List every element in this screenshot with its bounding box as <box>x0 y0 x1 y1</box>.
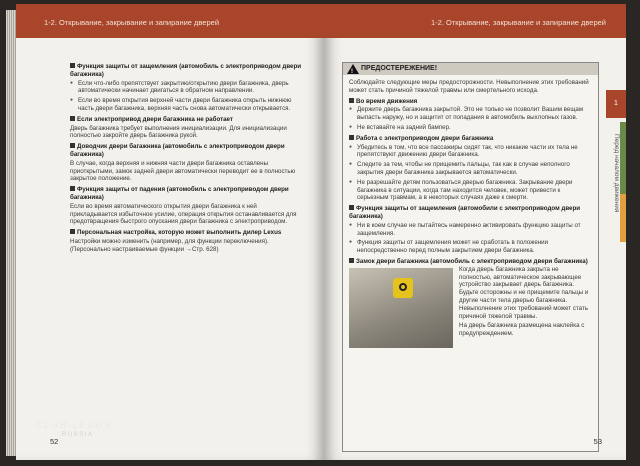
right-page <box>324 4 626 460</box>
chapter-tab: 1 <box>606 90 626 118</box>
figure-caption: Когда дверь багажника закрыта не полностью, автоматическое закрывающее устройство закрывает дверь багажника. Будьте осторожны и не прищемите пальцы и другие части тела дверью багажника. Невыполнение этих требований может стать причиной тяжелой травмы. <box>459 265 589 320</box>
page-number: 52 <box>50 437 59 446</box>
thumb-index-marks <box>620 122 626 242</box>
page-header-title: 1-2. Открывание, закрывание и запирание дверей <box>44 18 220 27</box>
bullet-text: ● Убедитесь в том, что все пассажиры сидят так, что никакие части их тела не препятствуют движению двери багажника. <box>349 144 592 160</box>
left-page <box>16 4 324 460</box>
section-heading: Если электропривод двери багажника не работает <box>70 116 302 124</box>
bullet-text: ● Следите за тем, чтобы не прищемить пальцы, так как в случае неполного закрытия двери багажника закрывается автоматически. <box>349 161 592 177</box>
section-heading: Во время движения <box>349 98 592 106</box>
bullet-text: ● Ни в коем случае не пытайтесь намеренно активировать функцию защиты от защемления. <box>349 222 592 238</box>
tailgate-photo <box>349 268 453 348</box>
section-heading: Персональная настройка, которую может выполнить дилер Lexus <box>70 229 302 237</box>
watermark-subtitle: RUSSIA <box>62 432 94 438</box>
section-text: В случае, когда верхняя и нижняя части двери багажника оставлены приоткрытыми, замок задней двери автоматически переводит ее в полностью закрытое положение. <box>70 159 296 183</box>
warning-intro: Соблюдайте следующие меры предосторожности. Невыполнение этих требований может стать причиной тяжелой травмы или смертельного исхода. <box>349 79 589 94</box>
figure-caption-note: На дверь багажника размещена наклейка с предупреждением. <box>459 322 585 338</box>
section-text: Настройки можно изменить (например, для функции переключения). (Персонально настраиваемые функции →Стр. 628) <box>70 237 269 253</box>
section-text: Если во время автоматического открытия двери багажника к ней прикладывается избыточное усилие, операция открытия останавливается для предотвращения быстрого опускания двери багажника с электроприводом. <box>70 202 297 226</box>
section-text: Дверь багажника требует выполнения инициализации. Для инициализации полностью закройте дверь багажника рукой. <box>70 124 287 140</box>
section-heading: Функция защиты от защемления (автомобили с электроприводом двери багажника) <box>349 205 581 220</box>
bullet-text: ● Не разрешайте детям пользоваться дверью багажника. Закрывание двери багажника в ситуации, когда там находится человек, может привести к серьезным травмам, а в некоторых случаях даже к смерти. <box>349 179 592 202</box>
warning-box <box>342 62 599 452</box>
header-band <box>16 4 324 38</box>
bullet-text: ● Если во время открытия верхней части двери багажника открыть нижнюю часть двери багажника, верхняя часть снова автоматически открывается. <box>70 97 302 113</box>
warning-triangle-icon: ! <box>347 64 359 74</box>
header-band <box>324 4 626 38</box>
warning-title: ПРЕДОСТЕРЕЖЕНИЕ! <box>361 65 438 72</box>
section-heading: Функция защиты от падения (автомобиль с электроприводом двери багажника) <box>70 186 289 201</box>
left-page-content <box>70 60 302 256</box>
warning-sticker-icon <box>393 278 413 298</box>
warning-header <box>343 63 598 75</box>
page-number: 53 <box>593 437 602 446</box>
section-heading: Доводчик двери багажника (автомобиль с электроприводом двери багажника) <box>70 143 285 158</box>
chapter-side-text: Перед началом движения <box>613 134 620 213</box>
warning-body <box>343 75 598 341</box>
watermark-logo: CLUB LEXUS <box>36 420 113 430</box>
bullet-text: ● Функция защиты от защемления может не сработать в положении непосредственно перед полным закрытием двери багажника. <box>349 239 592 255</box>
page-header-title: 1-2. Открывание, закрывание и запирание дверей <box>430 18 606 27</box>
tailgate-figure-block <box>349 266 592 338</box>
bullet-text: ● Если что-либо препятствует закрытию/открытию двери багажника, дверь автоматически начинает двигаться в обратном направлении. <box>70 80 302 96</box>
open-book <box>6 4 634 462</box>
bullet-text: ● Держите дверь багажника закрытой. Это не только не позволит Вашим вещам выпасть наружу, но и защитит от попадания в автомобиль выхлопных газов. <box>349 106 592 122</box>
bullet-text: ● Не вставайте на задний бампер. <box>349 124 592 132</box>
section-heading: Работа с электроприводом двери багажника <box>349 135 592 143</box>
section-heading: Функция защиты от защемления (автомобиль с электроприводом двери багажника) <box>70 63 302 78</box>
section-heading: Замок двери багажника (автомобиль с электроприводом двери багажника) <box>349 258 592 266</box>
